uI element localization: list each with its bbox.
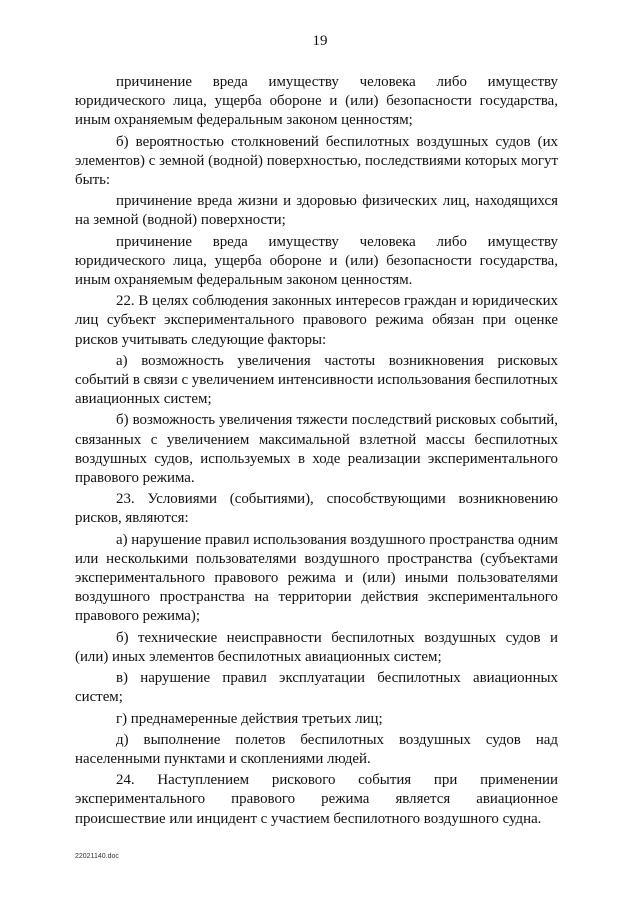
page-number: 19 xyxy=(312,33,328,49)
paragraph: 22. В целях соблюдения законных интересов граждан и юридических лиц субъект экспериментального правового режима обязан при оценке рисков учитывать следующие факторы: xyxy=(75,293,558,348)
paragraph: д) выполнение полетов беспилотных воздушных судов над населенными пунктами и скоплениями людей. xyxy=(75,731,558,767)
document-body xyxy=(75,73,558,831)
paragraph: причинение вреда имуществу человека либо имуществу юридического лица, ущерба обороне и (или) безопасности государства, иным охраняемым федеральным законом ценностям. xyxy=(75,233,558,289)
paragraph: 23. Условиями (событиями), способствующими возникновению рисков, являются: xyxy=(75,491,558,527)
paragraph: г) преднамеренные действия третьих лиц; xyxy=(116,710,383,727)
paragraph: 24. Наступлением рискового события при применении экспериментального правового режима является авиационное происшествие или инцидент с участием беспилотного воздушного судна. xyxy=(75,772,558,827)
paragraph: б) технические неисправности беспилотных воздушных судов и (или) иных элементов беспилотных авиационных систем; xyxy=(75,629,558,665)
file-name-footer: 22021140.doc xyxy=(75,853,119,860)
paragraph: причинение вреда имуществу человека либо имуществу юридического лица, ущерба обороне и (или) безопасности государства, иным охраняемым федеральным законом ценностям; xyxy=(75,74,558,129)
paragraph: а) нарушение правил использования воздушного пространства одним или несколькими пользователями воздушного пространства (субъектами экспериментального правового режима и (или) иными пользователями воздушного пространства на территории действия экспериментального правового режима); xyxy=(75,531,558,625)
paragraph: причинение вреда жизни и здоровью физических лиц, находящихся на земной (водной) поверхности; xyxy=(75,193,558,229)
paragraph: в) нарушение правил эксплуатации беспилотных авиационных систем; xyxy=(75,670,558,706)
paragraph: а) возможность увеличения частоты возникновения рисковых событий в связи с увеличением интенсивности использования беспилотных авиационных систем; xyxy=(75,352,558,408)
paragraph: б) возможность увеличения тяжести последствий рисковых событий, связанных с увеличением максимальной взлетной массы беспилотных воздушных судов, используемых в ходе реализации экспериментального правового режима. xyxy=(75,412,558,487)
paragraph: б) вероятностью столкновений беспилотных воздушных судов (их элементов) с земной (водной) поверхностью, последствиями которых могут быть: xyxy=(75,133,558,189)
